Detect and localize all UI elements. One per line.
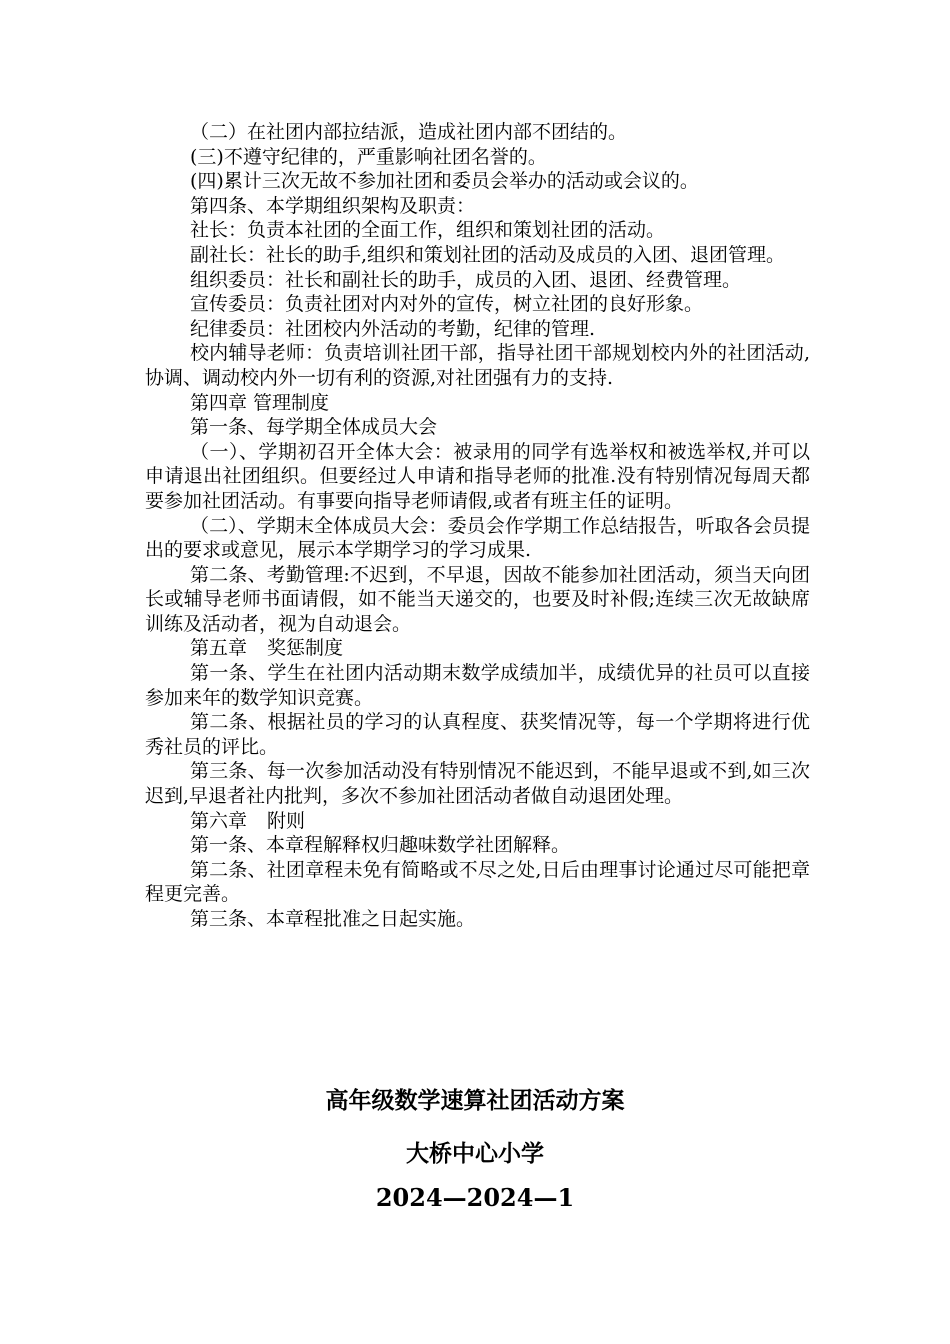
paragraph: 第二条、考勤管理:不迟到，不早退，因故不能参加社团活动，须当天向团长或辅导老师书面请假，如不能当天递交的，也要及时补假;连续三次无故缺席训练及活动者，视为自动退会。 — [145, 563, 810, 635]
school-name: 大桥中心小学 — [406, 1140, 544, 1167]
paragraph: 第三条、本章程批准之日起实施。 — [190, 908, 476, 930]
chapter-label: 第六章 — [190, 809, 248, 832]
plan-title: 高年级数学速算社团活动方案 — [325, 1087, 625, 1114]
paragraph: 第二条、根据社员的学习的认真程度、获奖情况等，每一个学期将进行优秀社员的评比。 — [145, 711, 810, 758]
paragraph: (四)累计三次无故不参加社团和委员会举办的活动或会议的。 — [190, 170, 699, 193]
paragraph: 第三条、每一次参加活动没有特别情况不能迟到，不能早退或不到,如三次迟到,早退者社内批判，多次不参加社团活动者做自动退团处理。 — [145, 760, 810, 808]
chapter-heading — [145, 636, 810, 661]
chapter-title: 附则 — [267, 809, 306, 832]
document-body — [145, 120, 810, 932]
paragraph: （二）、学期末全体成员大会：委员会作学期工作总结报告，听取各会员提出的要求或意见，展示本学期学习的学习成果. — [145, 514, 810, 562]
paragraph: 第一条、学生在社团内活动期末数学成绩加半，成绩优异的社员可以直接参加来年的数学知识竞赛。 — [145, 662, 810, 709]
paragraph: 组织委员：社长和副社长的助手，成员的入团、退团、经费管理。 — [190, 268, 742, 291]
paragraph: 校内辅导老师：负责培训社团干部，指导社团干部规划校内外的社团活动,协调、调动校内外一切有利的资源,对社团强有力的支持. — [145, 342, 810, 389]
chapter-title: 奖惩制度 — [267, 637, 344, 660]
paragraph: （一）、学期初召开全体大会：被录用的同学有选举权和被选举权,并可以申请退出社团组织。但要经过人申请和指导老师的批准.没有特别情况每周天都要参加社团活动。有事要向指导老师请假,或者有班主任的证明。 — [145, 440, 810, 512]
paragraph: 宣传委员：负责社团对内对外的宣传，树立社团的良好形象。 — [190, 293, 704, 316]
chapter-heading: 第四章 管理制度 — [190, 391, 330, 414]
paragraph: 社长：负责本社团的全面工作，组织和策划社团的活动。 — [190, 219, 666, 242]
date-range: 2024—2024—1 — [375, 1183, 575, 1212]
paragraph: (三)不遵守纪律的，严重影响社团名誉的。 — [190, 145, 547, 168]
paragraph: 纪律委员：社团校内外活动的考勤，纪律的管理. — [190, 317, 596, 340]
paragraph: 第四条、本学期组织架构及职责： — [190, 194, 476, 217]
chapter-label: 第五章 — [190, 637, 248, 660]
paragraph: 副社长：社长的助手,组织和策划社团的活动及成员的入团、退团管理。 — [190, 243, 786, 266]
paragraph: （二）在社团内部拉结派，造成社团内部不团结的。 — [190, 121, 628, 143]
paragraph: 第二条、社团章程未免有简略或不尽之处,日后由理事讨论通过尽可能把章程更完善。 — [145, 858, 810, 906]
paragraph: 第一条、每学期全体成员大会 — [190, 416, 438, 439]
paragraph: 第一条、本章程解释权归趣味数学社团解释。 — [190, 834, 571, 857]
chapter-heading — [145, 809, 810, 834]
